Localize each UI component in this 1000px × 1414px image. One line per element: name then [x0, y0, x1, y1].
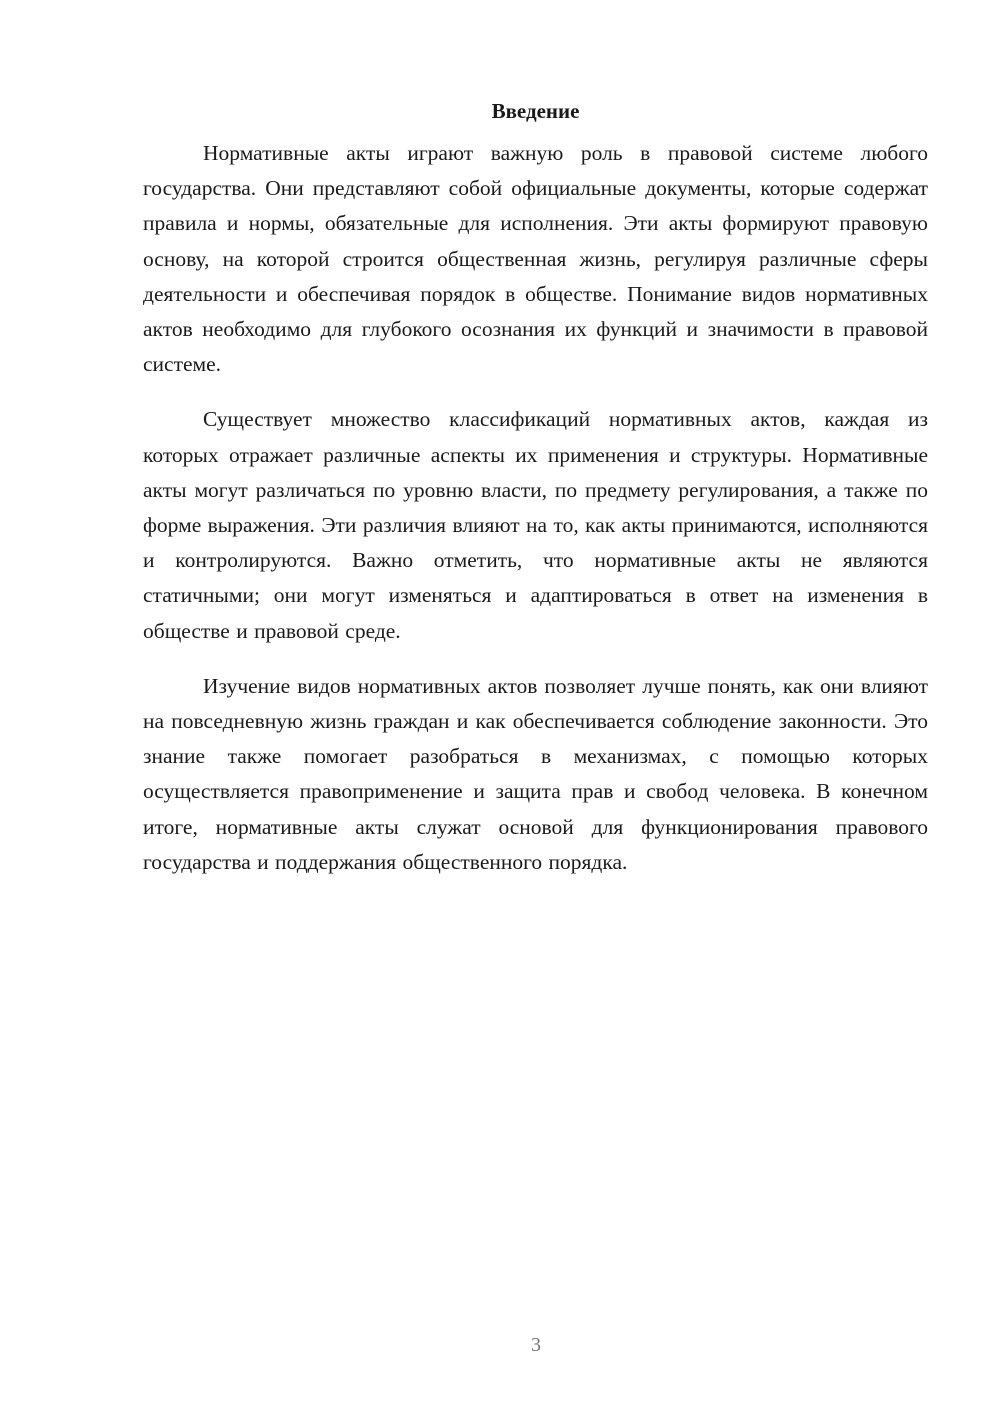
paragraph-3: Изучение видов нормативных актов позволяет лучше понять, как они влияют на повседневную жизнь граждан и как обеспечивается соблюдение законности. Это знание также помогает разобраться в механизмах, с помощью которых осуществляется правоприменение и защита прав и свобод человека. В конечном итоге, нормативные акты служат основой для функционирования правового государства и поддержания общественного порядка. [143, 673, 928, 874]
paragraph-1: Нормативные акты играют важную роль в правовой системе любого государства. Они представляют собой официальные документы, которые содержат правила и нормы, обязательные для исполнения. Эти акты формируют правовую основу, на которой строится общественная жизнь, регулируя различные сферы деятельности и обеспечивая порядок в обществе. Понимание видов нормативных актов необходимо для глубокого осознания их функций и значимости в правовой системе. [143, 141, 928, 377]
section-title: Введение [491, 99, 580, 123]
paragraph-2: Существует множество классификаций нормативных актов, каждая из которых отражает различные аспекты их применения и структуры. Нормативные акты могут различаться по уровню власти, по предмету регулирования, а также по форме выражения. Эти различия влияют на то, как акты принимаются, исполняются и контролируются. Важно отметить, что нормативные акты не являются статичными; они могут изменяться и адаптироваться в ответ на изменения в обществе и правовой среде. [143, 407, 928, 643]
page-content [143, 96, 928, 900]
page-number: 3 [531, 1334, 541, 1356]
